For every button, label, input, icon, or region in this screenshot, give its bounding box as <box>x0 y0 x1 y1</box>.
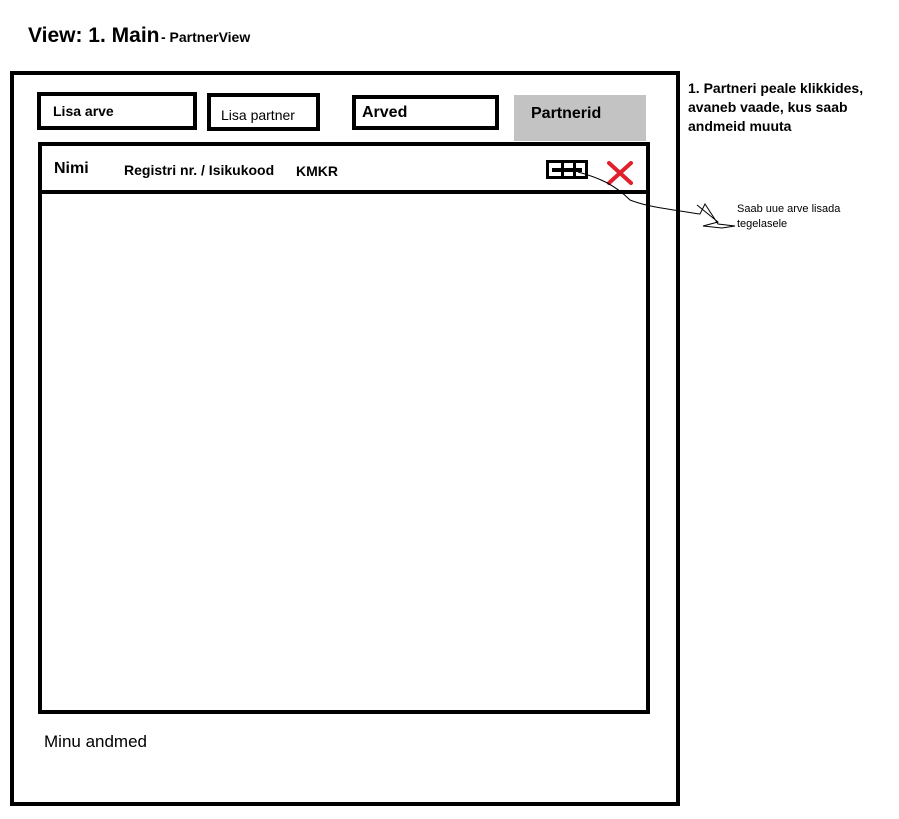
add-invoice-button[interactable]: Lisa arve <box>37 92 197 130</box>
view-title: View: 1. Main <box>28 24 160 47</box>
column-header-name: Nimi <box>54 160 89 177</box>
partner-list-panel <box>38 142 650 714</box>
column-header-registry-code: Registri nr. / Isikukood <box>124 162 275 178</box>
tab-invoices[interactable]: Arved <box>352 95 499 130</box>
tab-partners[interactable]: Partnerid <box>514 95 646 141</box>
add-invoice-icon[interactable] <box>546 160 588 179</box>
table-header-divider <box>38 190 650 194</box>
column-header-vat-number: KMKR <box>296 163 338 179</box>
add-partner-button[interactable]: Lisa partner <box>207 93 320 131</box>
add-invoice-annotation: Saab uue arve lisada tegelasele <box>737 203 841 230</box>
view-subtitle: - PartnerView <box>161 29 251 45</box>
my-data-link[interactable]: Minu andmed <box>44 732 148 751</box>
delete-icon[interactable] <box>606 160 634 186</box>
design-note: 1. Partneri peale klikkides, avaneb vaade, kus saab andmeid muuta <box>688 80 864 134</box>
